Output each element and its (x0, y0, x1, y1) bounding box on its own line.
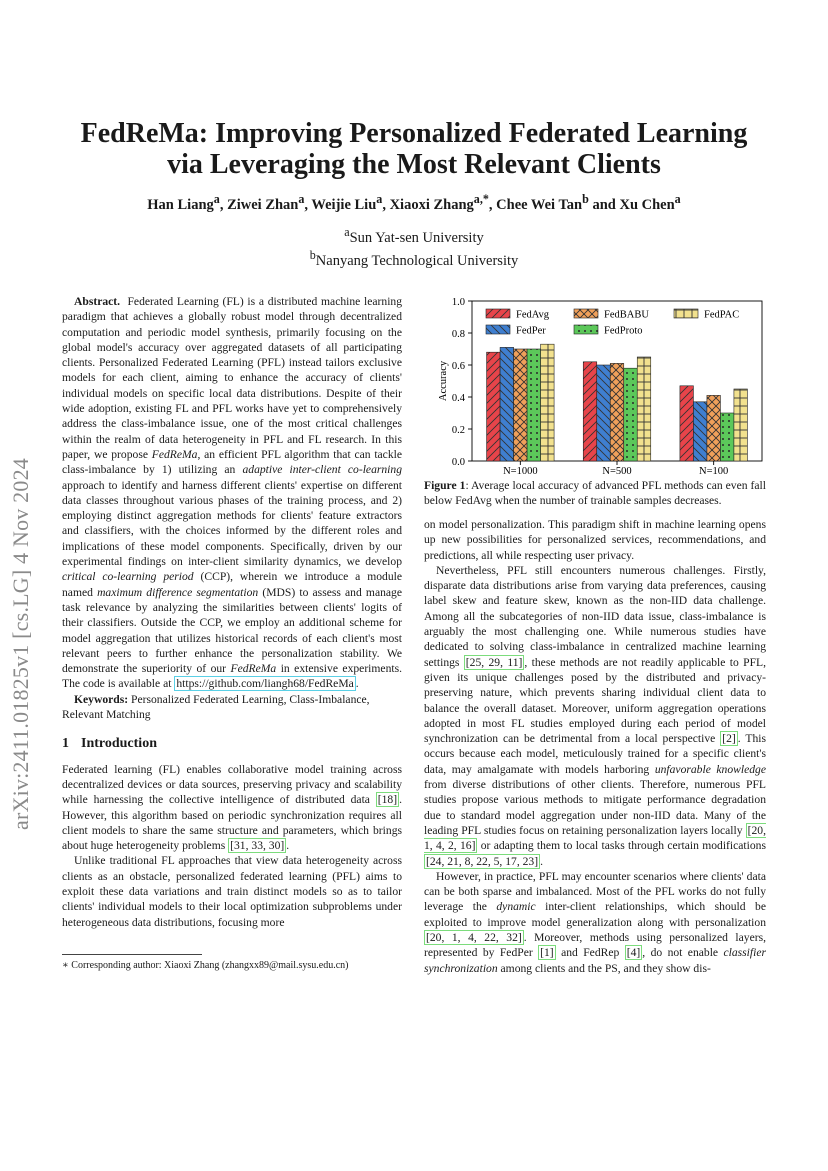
author-name: Weijie Liu (311, 196, 377, 213)
legend-label: FedPer (516, 325, 546, 337)
abstract-emph: FedReMa (151, 447, 198, 461)
bar (610, 363, 624, 461)
author-affil-mark: b (582, 192, 589, 206)
abstract-text: , an efficient PFL algorithm that can tackle class-imbalance by 1) utilizing an (62, 447, 402, 477)
y-tick-label: 0.2 (451, 425, 465, 436)
bar (734, 389, 748, 461)
body-text: Nevertheless, PFL still encounters numerous challenges. Firstly, disparate data distributions arise from varying data preferences, causing label skew and feature skew, known as the non-IID data challenge. Among all the subcategories of non-IID data issue, class-imbalance is arguably the most challenging one. While numerous studies have dedicated to solving class-imbalance in centralized machine learning settings (424, 563, 766, 669)
abstract-label: Abstract. (74, 295, 121, 308)
body-text: . This occurs because each model, meticulously trained for a specific client's data, may amalgamate with models harboring (424, 732, 766, 776)
abstract-text: (CCP), wherein we introduce a module named (62, 570, 402, 599)
body-emph: dynamic (496, 900, 536, 914)
body-emph: unfavorable knowledge (654, 762, 766, 776)
title-line-2: via Leveraging the Most Relevant Clients (167, 149, 661, 180)
citation-link[interactable]: [24, 21, 8, 22, 5, 17, 23] (426, 854, 539, 868)
y-tick-label: 1.0 (451, 298, 465, 308)
legend-swatch (574, 309, 598, 318)
abstract (62, 294, 402, 692)
right-paragraph-2 (424, 869, 766, 976)
abstract-text: Federated Learning (FL) is a distributed machine learning paradigm that achieves a globally robust model through decentralized computation and periodic model synthesis, primarily focusing on the global model's accuracy over aggregated datasets of all participating clients. Personalized Federated Learning (PFL) instead tailors exclusive models for each client, aiming to enhance the accuracy of clients' individual models on specific local data distributions. Despite of their wide adoption, existing FL and PFL works have yet to comprehensively address the class-imbalance issue, one of the most critical challenges within the realm of data heterogeneity in PFL and FL research. In this paper, we propose (62, 295, 403, 461)
y-tick-label: 0.4 (451, 393, 465, 404)
author-name: Xu Chen (619, 196, 675, 213)
separator: , (219, 196, 228, 213)
citation-link[interactable]: [1] (540, 946, 554, 960)
abstract-emph: critical co-learning period (62, 570, 194, 584)
author-name: Ziwei Zhan (227, 196, 299, 213)
author-affil-mark: a (674, 192, 681, 206)
code-link[interactable]: https://github.com/liangh68/FedReMa (176, 677, 354, 691)
body-text: Federated learning (FL) enables collaborative model training across decentralized devices or data sources, preserving privacy and scalability while harnessing the collective intelligence of distributed data (62, 762, 402, 807)
bar (707, 395, 721, 461)
bar (637, 357, 651, 461)
author-name: Xiaoxi Zhang (389, 196, 474, 213)
body-text: . Moreover, methods using personalized layers, represented by FedPer (424, 931, 766, 960)
separator: , (382, 196, 390, 213)
author-list (0, 192, 828, 214)
intro-paragraph-2: Unlike traditional FL approaches that view data heterogeneity across clients as an obstacle, personalized federated learning (PFL) aims to exploit these data variations and train distinct models so as to tailor clients' individual models to their local optimization subproblems under heterogeneous data distributions, focusing more (62, 854, 402, 929)
citation-link[interactable]: [25, 29, 11] (465, 655, 523, 669)
bar (500, 347, 513, 461)
intro-paragraph-1 (62, 762, 402, 854)
legend-label: FedBABU (604, 309, 649, 321)
figure-caption (424, 478, 766, 509)
affil-name: Nanyang Technological University (315, 252, 519, 269)
affiliation-b (0, 247, 828, 270)
bar (514, 349, 528, 461)
author-affil-mark: a (298, 192, 305, 206)
body-text: among clients and the PS, and they show dis- (497, 961, 711, 975)
abstract-text: . (355, 677, 359, 691)
right-paragraph-0: on model personalization. This paradigm shift in machine learning opens up new possibilities for personalized services, recommendations, and predictions, all while respecting user privacy. (424, 518, 766, 562)
affiliations (0, 224, 828, 270)
affiliation-a (0, 224, 828, 247)
author-name: Chee Wei Tan (496, 196, 583, 213)
citation-link[interactable]: [31, 33, 30] (230, 839, 285, 853)
bar (527, 349, 541, 461)
y-tick-label: 0.0 (451, 457, 465, 468)
title-line-1: FedReMa: Improving Personalized Federated Learning (80, 118, 748, 149)
separator: , (488, 196, 497, 213)
author-affil-mark: a (213, 192, 220, 206)
body-text: , do not enable (642, 946, 724, 960)
caption-text: : Average local accuracy of advanced PFL methods can even fall below FedAvg when the number of trainable samples decreases. (424, 479, 767, 508)
x-tick-label: N=1000 (503, 466, 538, 476)
bar (597, 365, 611, 461)
separator: and (588, 196, 620, 213)
bar (624, 368, 638, 461)
keywords (62, 692, 402, 723)
accuracy-bar-chart (432, 298, 768, 476)
legend-swatch (486, 309, 510, 318)
bar (693, 402, 707, 461)
abstract-text: approach to identify and harness different clients' expertise on different data classes throughout various phases of the training process, and 2) employing distinct aggregation methods for clients' feature extractors and classifiers, with the choices informed by the different roles and implications of these model components. Specifically, driven by our experimental findings on inter-client similarity dynamics, we develop (62, 478, 402, 569)
citation-link[interactable]: [18] (377, 793, 398, 807)
affil-mark: b (309, 247, 316, 262)
citation-link[interactable]: [20, 1, 4, 22, 32] (426, 931, 522, 945)
citation-link[interactable]: [20, 1, 4, 2, 16] (424, 823, 766, 853)
footnote-rule (62, 954, 202, 955)
affil-mark: a (344, 225, 350, 239)
body-text: . (540, 854, 543, 868)
arxiv-side-label: arXiv:2411.01825v1 [cs.LG] 4 Nov 2024 (8, 458, 33, 830)
y-tick-label: 0.8 (451, 329, 465, 340)
bar (487, 352, 500, 461)
body-emph: classifier synchronization (424, 946, 766, 975)
author-affil-mark: a (376, 192, 383, 206)
abstract-text: in extensive experiments. The code is available at (62, 662, 402, 691)
bar (583, 362, 597, 461)
bar (541, 344, 555, 461)
legend-label: FedPAC (704, 309, 740, 321)
y-axis-label: Accuracy (438, 360, 449, 402)
abstract-emph: adaptive inter-client co-learning (242, 463, 402, 477)
body-text: . (286, 839, 290, 853)
legend-swatch (674, 309, 698, 318)
body-text: or adapting them to local tasks through certain modifications (477, 839, 766, 853)
body-text: from diverse distributions of other clients. Therefore, numerous PFL studies propose various methods to mitigate performance degradation due to standard model aggregation under non-IID data. Many of the leading PFL studies focus on retaining personalization layers locally (424, 778, 766, 837)
abstract-emph: FedReMa (230, 662, 277, 676)
body-text: inter-client relationships, which should be exploited to improve model generalization along with personalization (424, 900, 766, 929)
citation-link[interactable]: [4] (626, 946, 641, 960)
y-tick-label: 0.6 (451, 361, 465, 372)
chart-legend (486, 309, 739, 337)
body-text: . However, this algorithm based on periodic synchronization requires all client models to share the same structure and parameters, which brings about huge heterogeneity problems (62, 793, 402, 853)
body-text: , these methods are not readily applicable to PFL, given its unique challenges posed by the distributed and privacy-preserving nature, which prevents sharing individual client data to balance the overall dataset. Moreover, uniform aggregation operations adopted in most FL studies employed during each period of model synchronization can be detrimental from a local perspective (424, 655, 767, 746)
section-number: 1 (62, 736, 69, 752)
author-affil-mark[interactable]: a,* (473, 192, 489, 206)
body-text: However, in practice, PFL may encounter scenarios where clients' data can be both sparse and imbalanced. Most of the PFL works do not fully leverage the (424, 869, 766, 914)
abstract-emph: maximum difference segmentation (97, 585, 259, 599)
keywords-text: Personalized Federated Learning, Class-Imbalance, Relevant Matching (62, 692, 370, 722)
legend-swatch (486, 325, 510, 334)
paper-title (0, 118, 828, 180)
author-name: Han Liang (147, 196, 214, 213)
footnote: ∗ Corresponding author: Xiaoxi Zhang (zhangxx89@mail.sysu.edu.cn) (62, 960, 349, 971)
right-column (424, 517, 766, 976)
bar (720, 413, 734, 461)
affil-name: Sun Yat-sen University (349, 229, 484, 246)
legend-swatch (574, 325, 598, 334)
right-paragraph-1 (424, 563, 766, 869)
caption-label: Figure 1 (424, 479, 466, 492)
keywords-label: Keywords: (74, 692, 129, 706)
body-text: and FedRep (555, 946, 625, 960)
separator: , (304, 196, 312, 213)
legend-label: FedAvg (516, 309, 550, 321)
section-title: Introduction (81, 736, 157, 752)
left-column (62, 294, 402, 930)
abstract-text: (MDS) to assess and manage task relevance by analyzing the similarities between clients' logits of their classifiers. Outside the CCP, we employ an additional scheme for model aggregation that utilizes historical records of each client's most relevant peers to further enhance the personalization stability. We demonstrate the superiority of our (62, 585, 402, 676)
x-tick-label: N=500 (602, 466, 632, 476)
legend-label: FedProto (604, 325, 643, 337)
x-tick-label: N=100 (699, 466, 729, 476)
citation-link[interactable]: [2] (722, 732, 736, 746)
section-heading (62, 736, 402, 751)
bar (680, 386, 694, 461)
